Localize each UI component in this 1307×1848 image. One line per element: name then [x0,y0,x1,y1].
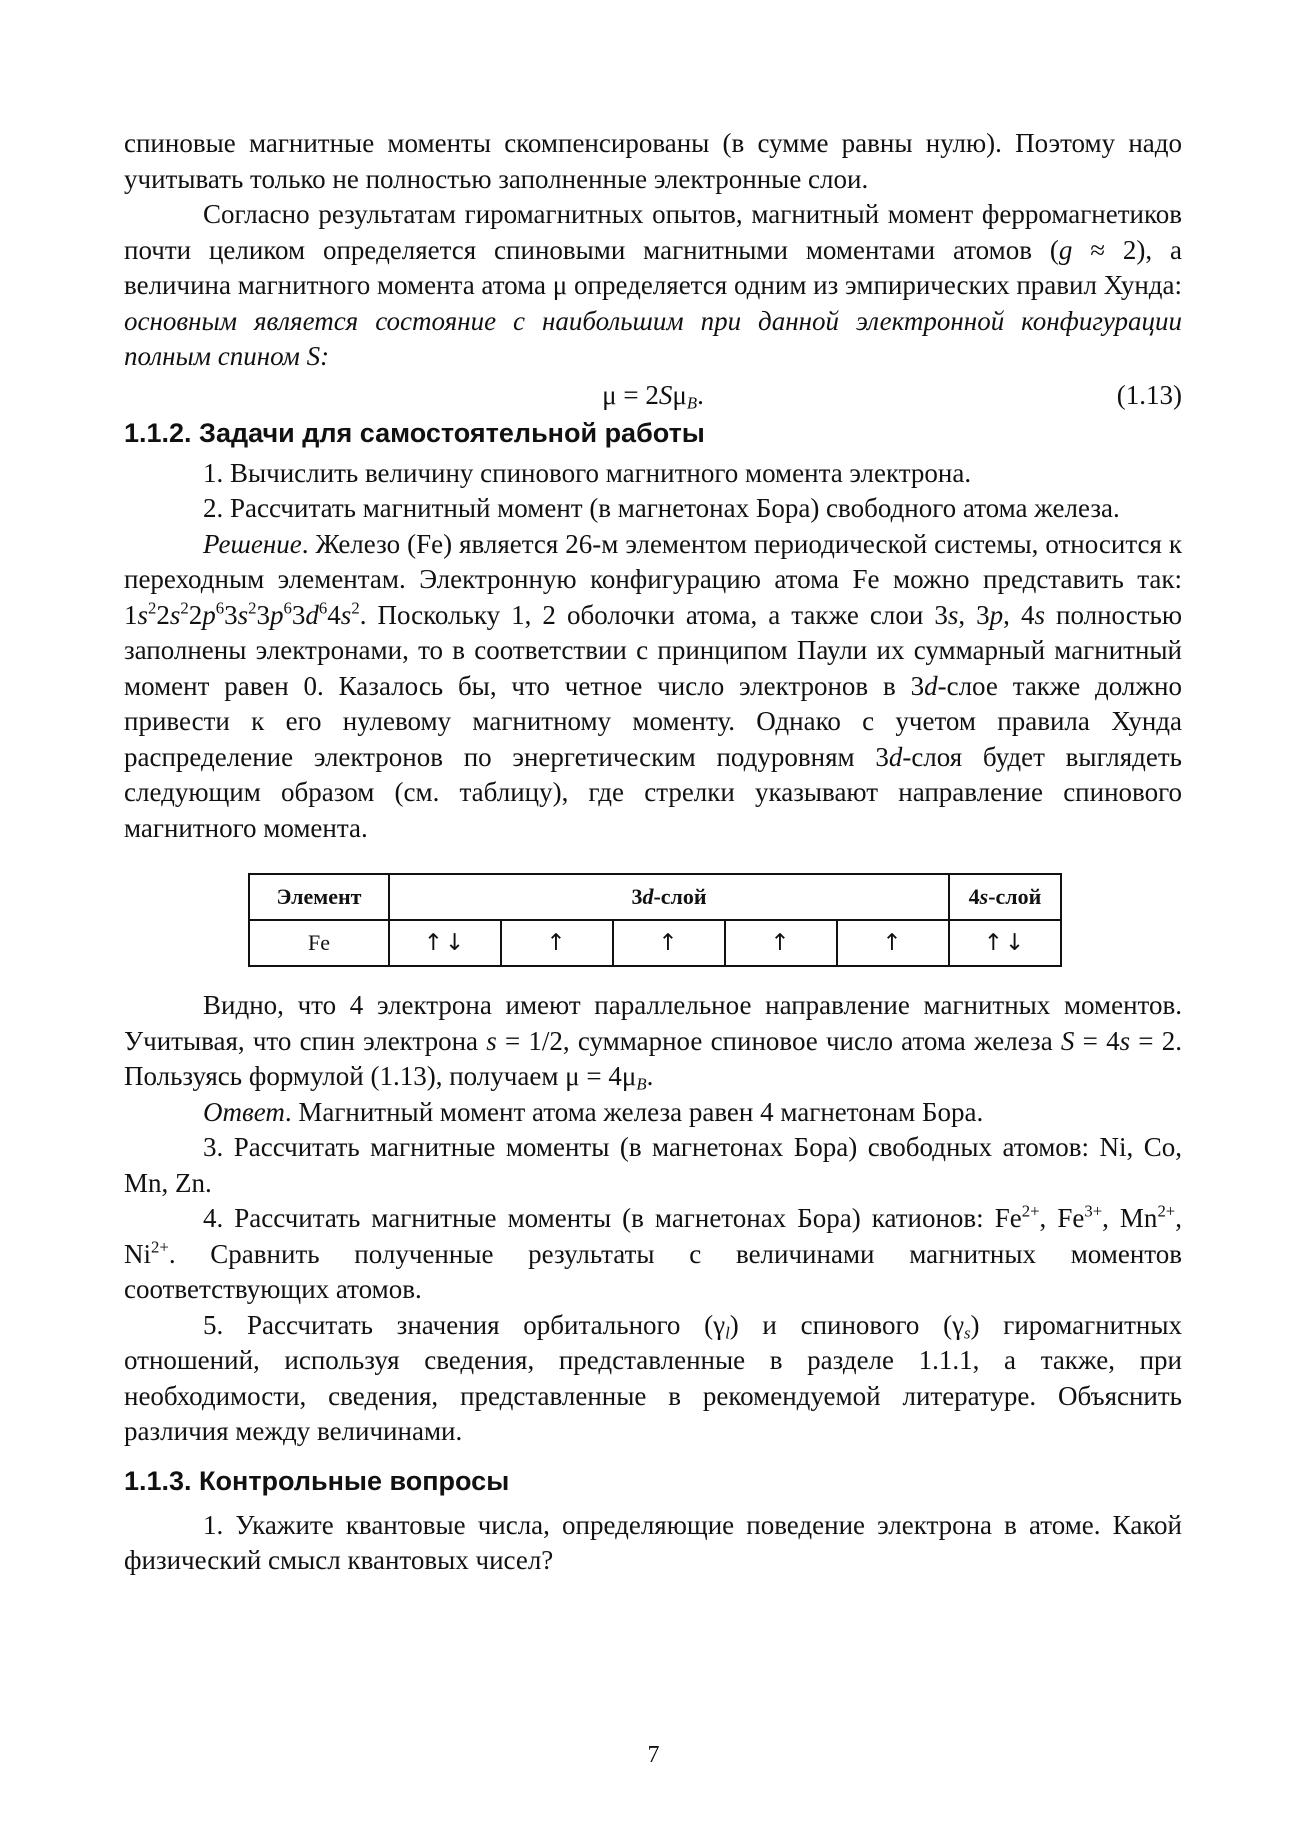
task-2: 2. Рассчитать магнитный момент (в магнетонах Бора) свободного атома железа. [203,493,1120,523]
header-4s-layer: 4s-слой [949,874,1061,920]
orbital-electron-count: 2 [248,598,257,618]
electron-configuration [124,600,360,630]
answer-label: Ответ [203,1096,285,1127]
task-5: 5. Рассчитать значения орбитального $(\gamma_l)$ и спинового $(\gamma_s)$ гиромагнитных отношений, используя сведения, представленные в разделе 1.1.1, а также, при необходимости, сведения, представленные в рекомендуемой литературе. Объяснить различия между величинами. [124,1309,1183,1446]
symbol-g: g [1058,234,1073,265]
task-3: 3. Рассчитать магнитные моменты (в магнетонах Бора) свободных атомов: Ni, Co, Mn, Zn. [124,1132,1182,1198]
text-run: ≈ 2), а величина магнитного момента атома μ определяется одним из эмпирических правил Хунда: [124,234,1183,300]
solution-paragraph: Решение. Железо (Fe) является 26-м элементом периодической системы, относится к переходным элементам. Электронную конфигурацию атома Fe можно представить так: $1s^22s^22p^63s^23p^63d^64s^2$. Поскольку 1, 2 оболочки атома, а также слои 3s, 3p, 4s полностью заполнены электронами, то в соответствии с принципом Паули их суммарный магнитный момент равен 0. Казалось бы, что четное число электронов в 3d-слое также должно привести к его нулевому магнитному моменту. Однако с учетом правила Хунда распределение электронов по энергетическим подуровням 3d-слоя будет выглядеть следующим образом (см. таблицу), где стрелки указывают направление спинового магнитного момента. [124,528,1182,843]
orbital-shell-number: 3 [224,599,238,630]
orbital-cell: ↑ [837,920,949,966]
section-heading-tasks: 1.1.2. Задачи для самостоятельной работы [124,417,705,448]
conclusion-paragraph: Видно, что 4 электрона имеют параллельное направление магнитных моментов. Учитывая, что спин электрона s = 1/2, суммарное спиновое число атома железа S = 4s = 2. Пользуясь формулой (1.13), получаем $\mu = 4\mu_B$. [124,990,1182,1094]
equation-number: (1.13) [1116,379,1182,410]
spin-distribution-table [248,873,1062,967]
text-run: Согласно результатам гиромагнитных опытов, магнитный момент ферромагнетиков почти целиком определяется спиновыми магнитными моментами атомов ( [124,199,1182,265]
orbital-shell-number: 3 [291,599,306,630]
orbital-letter: s [237,599,249,630]
orbital-electron-count: 2 [148,598,157,618]
formula-expression: $\mu = 2S\mu_B$. [602,379,704,413]
orbital-cell: ↑ [613,920,725,966]
orbital-cell: ↑↓ [389,920,501,966]
orbital-letter: p [270,599,284,630]
task-4: 4. Рассчитать магнитные моменты (в магнетонах Бора) катионов: $Fe^{2+}$, $Fe^{3+}$, $Mn^{2+}$, $Ni^{2+}$. Сравнить полученные результаты с величинами магнитных моментов соответствующих атомов. [124,1201,1182,1304]
section-heading-questions: 1.1.3. Контрольные вопросы [124,1465,510,1496]
orbital-letter: d [305,599,319,630]
orbital-shell-number: 1 [124,599,138,630]
orbital-electron-count: 6 [283,598,292,618]
orbital-shell-number: 3 [256,599,271,630]
orbital-electron-count: 2 [351,598,360,618]
orbital-letter: s [169,599,181,630]
orbital-shell-number: 4 [327,599,341,630]
element-cell: Fe [249,920,389,966]
orbital-electron-count: 6 [318,598,328,618]
orbital-letter: s [340,599,352,630]
hund-rule-text: основным является состояние с наибольшим при данной электронной конфигурации полным спином S: [124,305,1182,371]
orbital-electron-count: 2 [180,598,189,618]
page-content [124,126,1182,1579]
header-3d-layer: 3d-слой [389,874,949,920]
orbital-letter: p [202,599,216,630]
table-row [249,920,1061,966]
orbital-cell: ↑ [501,920,613,966]
table-header-row [249,874,1061,920]
orbital-cell: ↑↓ [949,920,1061,966]
orbital-shell-number: 2 [156,599,170,630]
orbital-letter: s [137,599,149,630]
question-1: 1. Укажите квантовые числа, определяющие поведение электрона в атоме. Какой физический смысл квантовых чисел? [124,1509,1182,1575]
orbital-electron-count: 6 [215,598,225,618]
orbital-shell-number: 2 [188,599,203,630]
solution-label: Решение [203,528,302,559]
intro-paragraph-1: спиновые магнитные моменты скомпенсированы (в сумме равны нулю). Поэтому надо учитывать только не полностью заполненные электронные слои. [124,128,1182,194]
answer-paragraph: Ответ. Магнитный момент атома железа равен 4 магнетонам Бора. [203,1096,984,1127]
header-element: Элемент [249,874,389,920]
formula-1-13 [124,377,1182,414]
task-1: 1. Вычислить величину спинового магнитного момента электрона. [203,457,972,488]
orbital-cell: ↑ [725,920,837,966]
page-number: 7 [647,1742,660,1768]
intro-paragraph-2 [124,197,1182,375]
